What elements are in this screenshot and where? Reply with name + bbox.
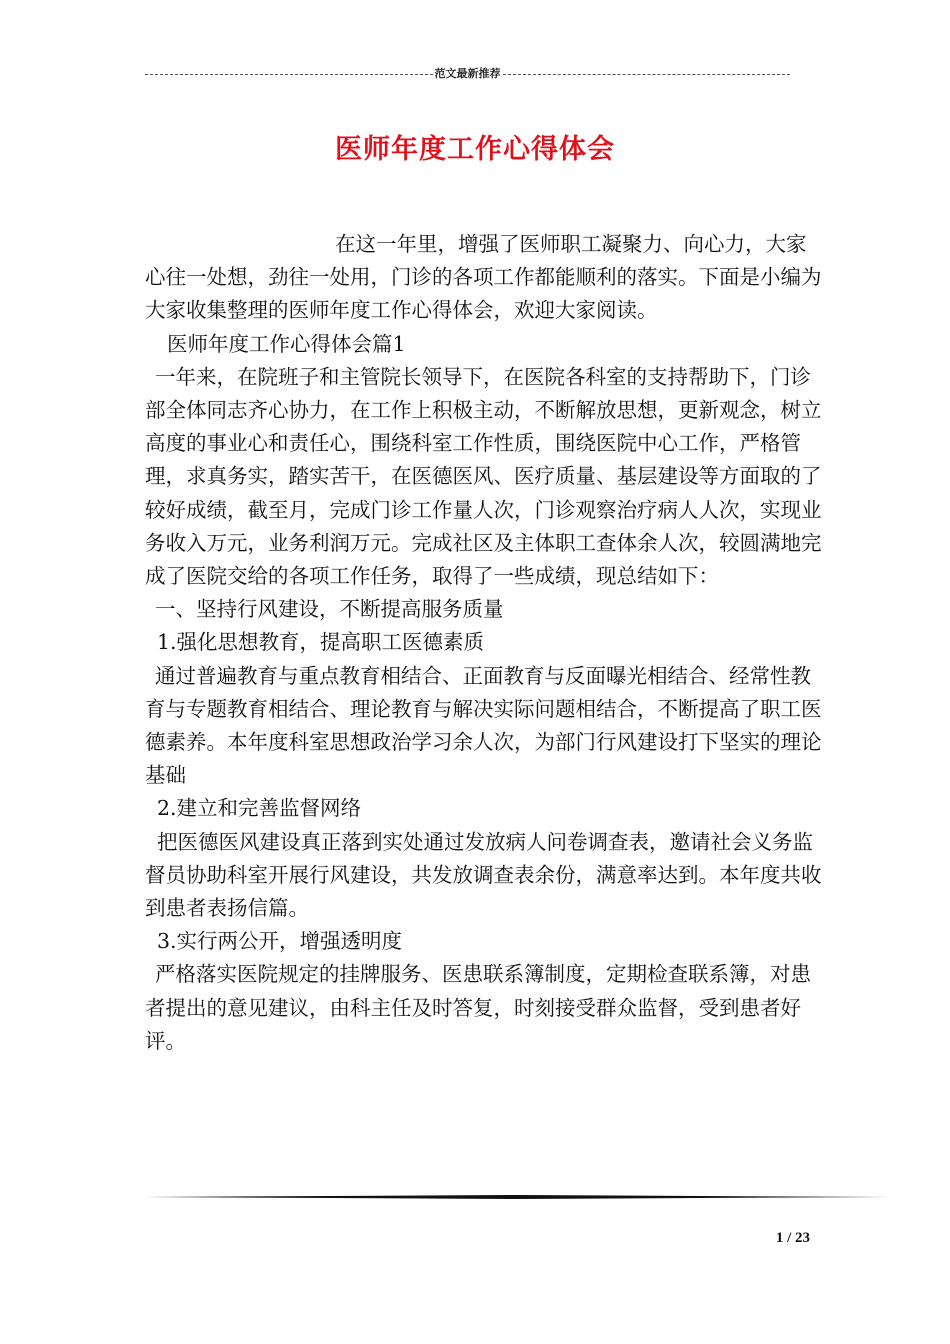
subheading-3: 3.实行两公开，增强透明度	[157, 929, 403, 954]
page-number: 1 / 23	[775, 1230, 810, 1246]
header-dash-right	[503, 74, 791, 75]
header-dash-left	[145, 74, 433, 75]
paragraph-overview: 一年来，在院班子和主管院长领导下，在医院各科室的支持帮助下，门诊部全体同志齐心协力，在工作上积极主动，不断解放思想，更新观念，树立高度的事业心和责任心，围绕科室工作性质，围绕医院中心工作，严格管理，求真务实，踏实苦干，在医德医风、医疗质量、基层建设等方面取的了较好成绩，截至月，完成门诊工作量人次，门诊观察治疗病人人次，实现业务收入万元，业务利润万元。完成社区及主体职工查体余人次，较圆满地完成了医院交给的各项工作任务，取得了一些成绩，现总结如下：	[145, 364, 822, 589]
footer-divider	[145, 1195, 890, 1199]
subheading-2: 2.建立和完善监督网络	[157, 796, 362, 821]
intro-paragraph: 在这一年里，增强了医师职工凝聚力、向心力，大家心往一处想，劲往一处用，门诊的各项工作都能顺利的落实。下面是小编为大家收集整理的医师年度工作心得体会，欢迎大家阅读。	[145, 232, 822, 323]
chapter-heading: 医师年度工作心得体会篇1	[167, 331, 406, 356]
section-heading-1: 一、坚持行风建设，不断提高服务质量	[155, 597, 504, 622]
paragraph-transparency: 严格落实医院规定的挂牌服务、医患联系簿制度，定期检查联系簿，对患者提出的意见建议，由科主任及时答复，时刻接受群众监督，受到患者好评。	[145, 962, 811, 1053]
header-label: 范文最新推荐	[434, 67, 501, 80]
subheading-1: 1.强化思想教育，提高职工医德素质	[157, 630, 485, 655]
paragraph-supervision: 把医德医风建设真正落到实处通过发放病人问卷调查表，邀请社会义务监督员协助科室开展行风建设，共发放调查表余份，满意率达到。本年度共收到患者表扬信篇。	[145, 829, 822, 921]
document-title: 医师年度工作心得体会	[335, 134, 615, 165]
document-body	[145, 228, 825, 1058]
paragraph-education: 通过普遍教育与重点教育相结合、正面教育与反面曝光相结合、经常性教育与专题教育相结合、理论教育与解决实际问题相结合，不断提高了职工医德素养。本年度科室思想政治学习余人次，为部门行风建设打下坚实的理论基础	[145, 663, 822, 788]
page-header	[145, 67, 790, 81]
